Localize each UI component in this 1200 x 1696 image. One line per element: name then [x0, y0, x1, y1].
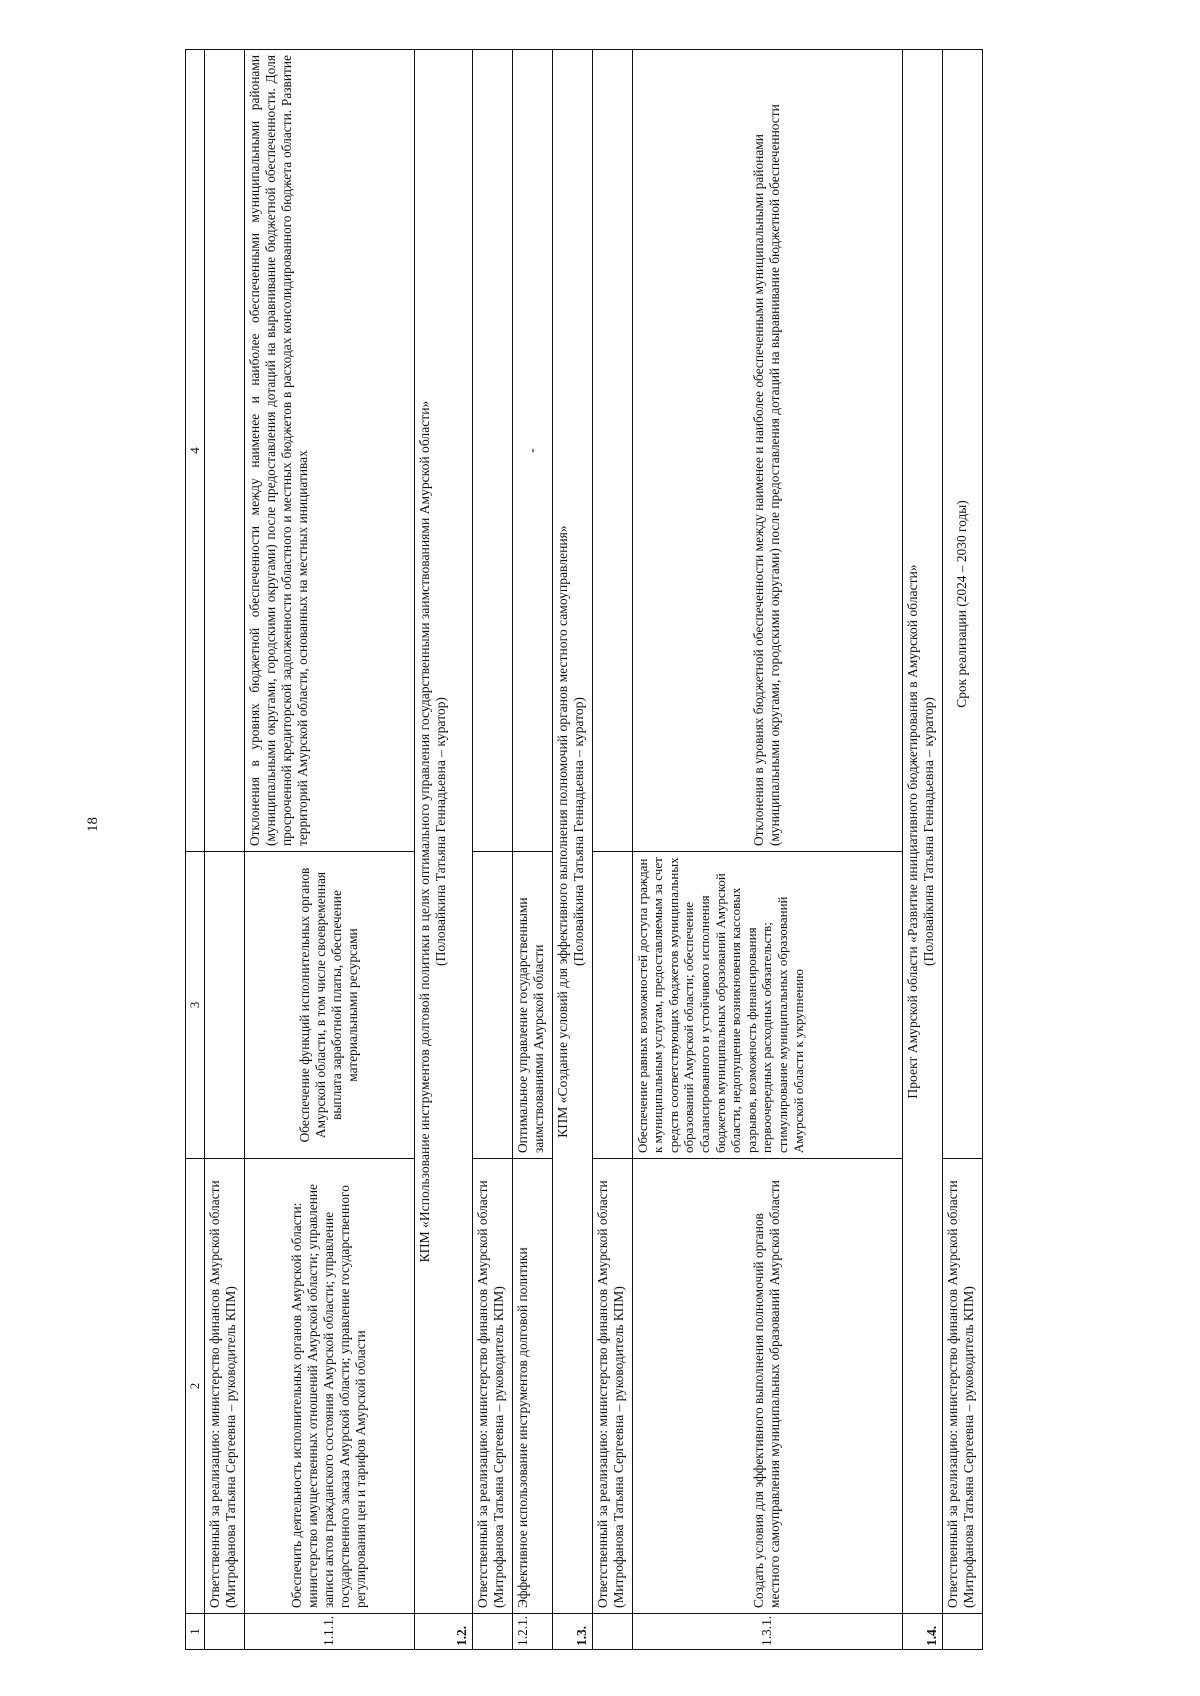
- effect-text: Оптимальное управление государственными заимствованиями Амурской области: [512, 852, 552, 1159]
- header-col-3: 3: [186, 852, 205, 1159]
- task-text: Обеспечить деятельность исполнительных органов Амурской области: министерство имущественных отношений Амурской области; управление записи актов гражданского состояния Амурской области; управление государственного заказа Амурской области; управление государственного регулирования цен и тарифов Амурской области: [244, 1159, 414, 1614]
- table-row-1-2-1: [512, 50, 552, 1650]
- section-curator: (Половайкина Татьяна Геннадьевна – куратор): [432, 697, 448, 966]
- responsible-text: Ответственный за реализацию: министерство финансов Амурской области (Митрофанова Татьяна Сергеевна – руководитель КПМ): [204, 1159, 244, 1614]
- responsible-row: [942, 50, 982, 1650]
- section-title: КПМ «Использование инструментов долговой политики в целях оптимального управления государственными заимствованиями Амурской области»: [416, 400, 432, 1263]
- section-curator: (Половайкина Татьяна Геннадьевна – куратор): [920, 697, 936, 966]
- effect-text: Обеспечение равных возможностей доступа граждан к муниципальным услугам, предоставляемым за счет средств соответствующих бюджетов муниципальных образований Амурской области; обеспечение сбалансированного и устойчивого исполнения бюджетов муниципальных образований Амурской области, недопущение возникновения кассовых разрывов, возможность финансирования первоочередных расходных обязательств; стимулирование муниципальных образований Амурской области к укрупнению: [632, 852, 902, 1159]
- empty-cell: [204, 852, 244, 1159]
- row-number: 1.2.1.: [512, 1614, 552, 1650]
- row-number: 1.3.1.: [632, 1614, 902, 1650]
- effect-text: Обеспечение функций исполнительных органов Амурской области, в том числе своевременная выплата заработной платы, обеспечение материальными ресурсами: [244, 852, 414, 1159]
- responsible-text: Ответственный за реализацию: министерство финансов Амурской области (Митрофанова Татьяна Сергеевна – руководитель КПМ): [592, 1159, 632, 1614]
- responsible-row: [592, 50, 632, 1650]
- header-col-1: 1: [186, 1614, 205, 1650]
- section-number: 1.2.: [414, 1614, 472, 1650]
- section-heading: [552, 50, 592, 1614]
- section-row-1-4: [902, 50, 942, 1650]
- section-number: 1.3.: [552, 1614, 592, 1650]
- header-col-2: 2: [186, 1159, 205, 1614]
- row-number-empty: [204, 1614, 244, 1650]
- section-number: 1.4.: [902, 1614, 942, 1650]
- program-structure-table: [185, 49, 983, 1650]
- row-number-empty: [942, 1614, 982, 1650]
- responsible-text: Ответственный за реализацию: министерство финансов Амурской области (Митрофанова Татьяна Сергеевна – руководитель КПМ): [472, 1159, 512, 1614]
- empty-cell: [204, 50, 244, 852]
- rotated-table-sheet: [185, 50, 1065, 1650]
- header-row: [186, 50, 205, 1650]
- empty-cell: [592, 50, 632, 852]
- responsible-row: [204, 50, 244, 1650]
- responsible-row: [472, 50, 512, 1650]
- empty-cell: [472, 50, 512, 852]
- row-number: 1.1.1.: [244, 1614, 414, 1650]
- row-number-empty: [472, 1614, 512, 1650]
- task-text: Создать условия для эффективного выполнения полномочий органов местного самоуправления муниципальных образований Амурской области: [632, 1159, 902, 1614]
- indicator-text: -: [512, 50, 552, 852]
- implementation-period: Срок реализации (2024 – 2030 годы): [942, 50, 982, 1159]
- header-col-4: 4: [186, 50, 205, 852]
- table-row-1-3-1: [632, 50, 902, 1650]
- empty-cell: [472, 852, 512, 1159]
- empty-cell: [592, 852, 632, 1159]
- row-number-empty: [592, 1614, 632, 1650]
- section-heading: [414, 50, 472, 1614]
- page-number: 18: [85, 817, 101, 832]
- section-curator: (Половайкина Татьяна Геннадьевна – куратор): [570, 697, 586, 966]
- section-row-1-2: [414, 50, 472, 1650]
- indicator-text: Отклонения в уровнях бюджетной обеспеченности между наименее и наиболее обеспеченными муниципальными районами (муниципальными округами, городскими округами) после предоставления дотаций на выравнивание бюджетной обеспеченности. Доля просроченной кредиторской задолженности областного и местных бюджетов в расходах консолидированного бюджета области. Развитие территорий Амурской области, основанных на местных инициативах: [244, 50, 414, 852]
- section-heading: [902, 50, 942, 1614]
- task-text: Эффективное использование инструментов долговой политики: [512, 1159, 552, 1614]
- responsible-text: Ответственный за реализацию: министерство финансов Амурской области (Митрофанова Татьяна Сергеевна – руководитель КПМ): [942, 1159, 982, 1614]
- section-row-1-3: [552, 50, 592, 1650]
- indicator-text: Отклонения в уровнях бюджетной обеспеченности между наименее и наиболее обеспеченными муниципальными районами (муниципальными округами, городскими округами) после предоставления дотаций на выравнивание бюджетной обеспеченности: [632, 50, 902, 852]
- section-title: КПМ «Создание условий для эффективного выполнения полномочий органов местного самоуправления»: [554, 525, 570, 1138]
- table-row-1-1-1: [244, 50, 414, 1650]
- section-title: Проект Амурской области «Развитие инициативного бюджетирования в Амурской области»: [904, 564, 920, 1099]
